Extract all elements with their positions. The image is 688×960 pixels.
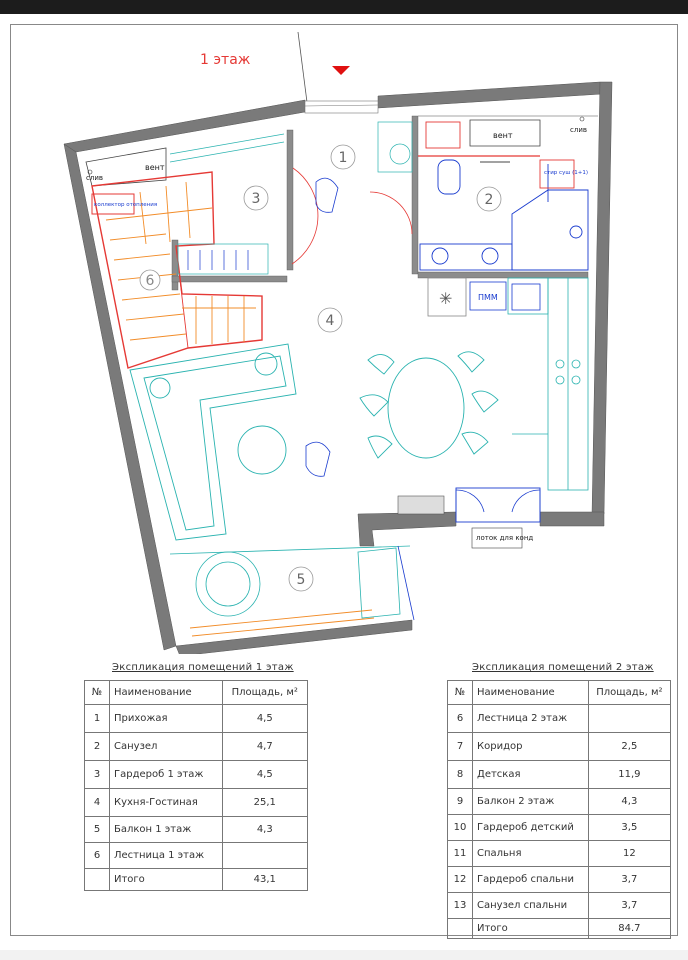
- dining-set: [360, 352, 498, 458]
- table-row: 5 Балкон 1 этаж 4,3: [85, 817, 308, 843]
- table2-header-num: №: [448, 681, 473, 705]
- table-row: 9 Балкон 2 этаж 4,3: [448, 789, 671, 815]
- table-row: 6 Лестница 2 этаж: [448, 705, 671, 733]
- room-marker-4: [318, 308, 342, 332]
- vent-right: [470, 120, 540, 146]
- svg-text:2: 2: [484, 192, 494, 208]
- drain-right-label: слив: [570, 126, 587, 134]
- table1-title: Экспликация помещений 1 этаж: [112, 662, 294, 673]
- table-row: 3 Гардероб 1 этаж 4,5: [85, 761, 308, 789]
- room-marker-6: [140, 270, 160, 290]
- table-row: 1 Прихожая 4,5: [85, 705, 308, 733]
- bottom-bar: [0, 950, 688, 960]
- room-marker-2: [477, 187, 501, 211]
- svg-text:вент: вент: [145, 163, 165, 172]
- table1-header-area: Площадь, м²: [222, 681, 307, 705]
- entrance-marker-icon: [332, 66, 350, 75]
- fridge-icon: ✳: [439, 289, 453, 308]
- table-row: 10 Гардероб детский 3,5: [448, 815, 671, 841]
- table-row: 11 Спальня 12: [448, 841, 671, 867]
- tray-label: лоток для конд: [476, 534, 534, 542]
- table-row: 12 Гардероб спальни 3,7: [448, 867, 671, 893]
- table2: [447, 680, 671, 939]
- table2-header-name: Наименование: [473, 681, 589, 705]
- table-row: 8 Детская 11,9: [448, 761, 671, 789]
- drain-left-label: слив: [86, 174, 103, 182]
- table2-total-row: Итого 84.7: [448, 919, 671, 939]
- dryer-label: стир суш (1+1): [544, 170, 588, 176]
- floor-plan: [0, 14, 688, 654]
- table-row: 6 Лестница 1 этаж: [85, 843, 308, 869]
- room-marker-3: [244, 186, 268, 210]
- heating-collector-label: коллектор отопления: [94, 202, 158, 208]
- svg-text:вент: вент: [493, 131, 513, 140]
- table-row: 7 Коридор 2,5: [448, 733, 671, 761]
- table-row: 4 Кухня-Гостиная 25,1: [85, 789, 308, 817]
- table2-header-area: Площадь, м²: [588, 681, 670, 705]
- svg-text:5: 5: [296, 572, 306, 588]
- wardrobe-3: [170, 134, 284, 274]
- table1-header-num: №: [85, 681, 110, 705]
- floor-title: 1 этаж: [200, 52, 251, 68]
- sofa: [130, 344, 296, 540]
- svg-text:3: 3: [251, 191, 261, 207]
- table1-total-row: Итого 43,1: [85, 869, 308, 891]
- svg-text:4: 4: [325, 313, 335, 329]
- room-marker-5: [289, 567, 313, 591]
- pmm-label: ПММ: [478, 293, 498, 302]
- table-row: 2 Санузел 4,7: [85, 733, 308, 761]
- table-row: 13 Санузел спальни 3,7: [448, 893, 671, 919]
- svg-text:6: 6: [145, 273, 155, 289]
- svg-text:1: 1: [338, 150, 348, 166]
- table1-header-name: Наименование: [110, 681, 223, 705]
- room-marker-1: [331, 145, 355, 169]
- drawing-sheet: [0, 14, 688, 950]
- table1: [84, 680, 308, 891]
- table2-title: Экспликация помещений 2 этаж: [472, 662, 654, 673]
